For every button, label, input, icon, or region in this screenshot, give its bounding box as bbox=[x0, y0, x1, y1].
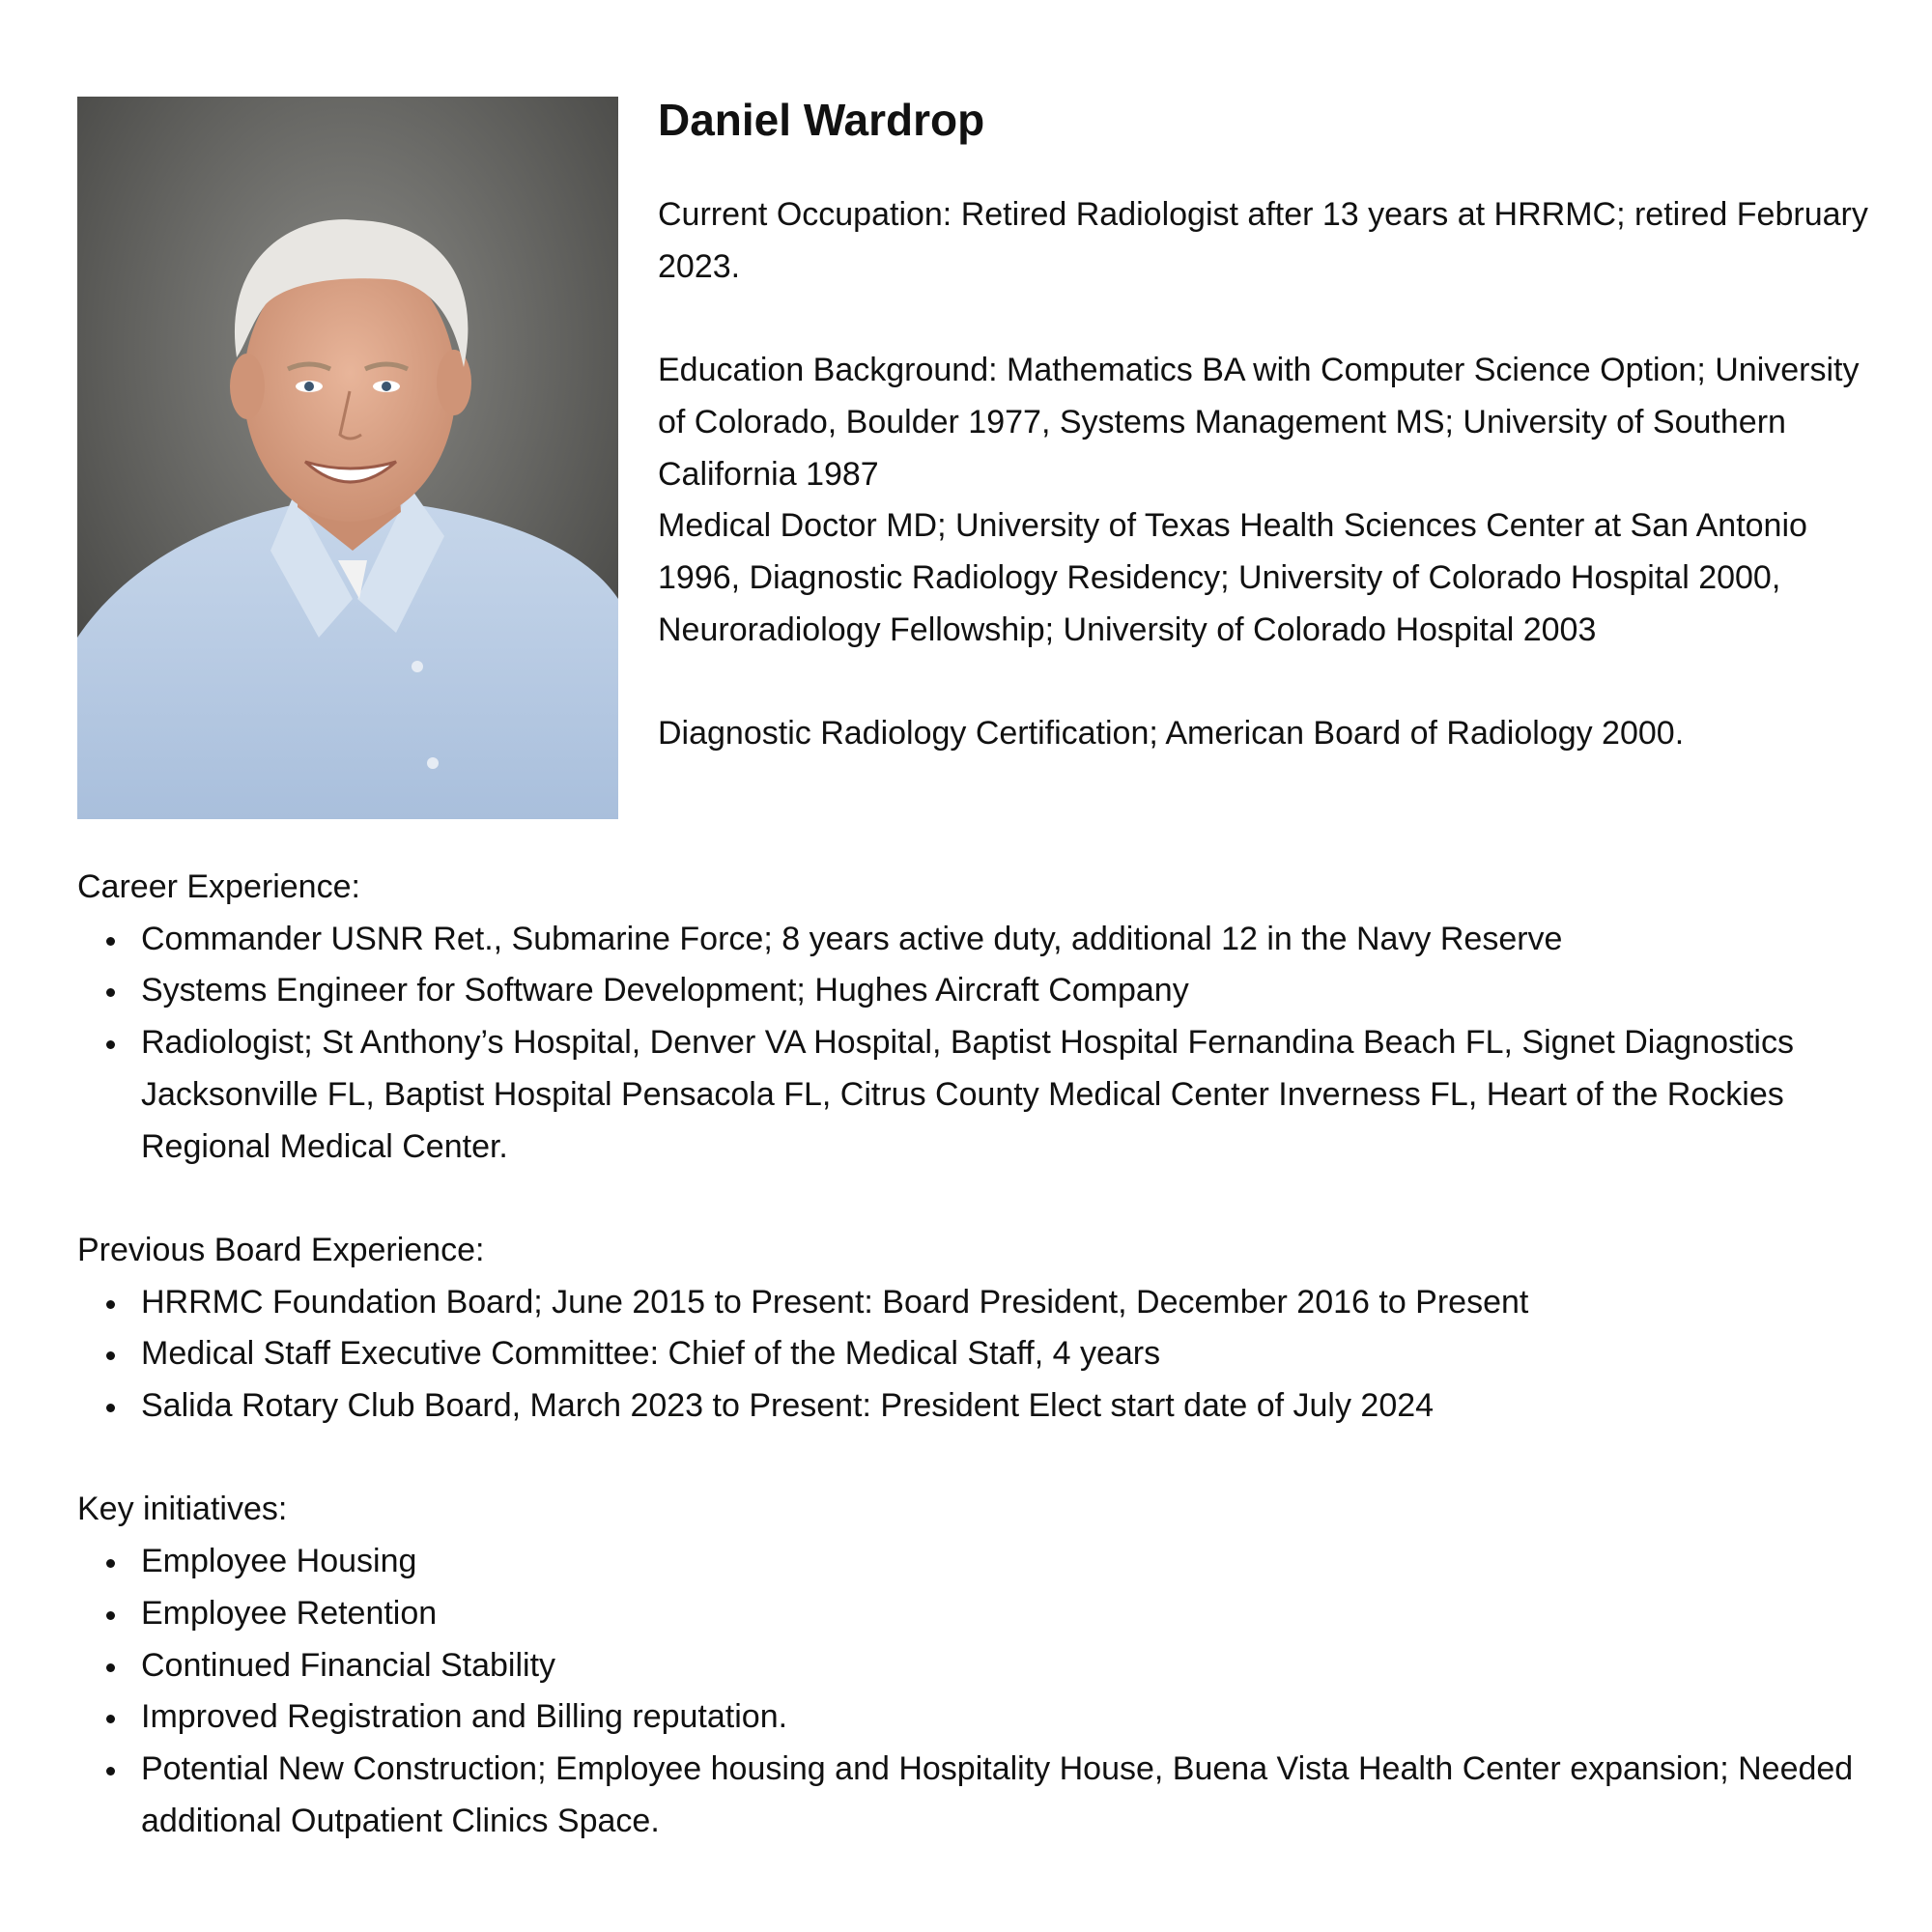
board-experience-label: Previous Board Experience: bbox=[77, 1231, 485, 1268]
key-initiatives-label: Key initiatives: bbox=[77, 1491, 288, 1528]
person-name: Daniel Wardrop bbox=[658, 95, 985, 145]
certification: Diagnostic Radiology Certification; American Board of Radiology 2000. bbox=[658, 715, 1685, 752]
current-occupation: Current Occupation: Retired Radiologist after 13 years at HRRMC; retired February 2023. bbox=[658, 196, 1868, 285]
list-item: Continued Financial Stability bbox=[141, 1640, 1893, 1692]
list-item: Salida Rotary Club Board, March 2023 to Present: President Elect start date of July 2024 bbox=[141, 1380, 1893, 1433]
board-experience-list bbox=[77, 1277, 1893, 1433]
list-item: Improved Registration and Billing reputation. bbox=[141, 1691, 1893, 1744]
list-item: Employee Retention bbox=[141, 1588, 1893, 1640]
header-column bbox=[658, 89, 1875, 760]
medical-education: Medical Doctor MD; University of Texas Health Sciences Center at San Antonio 1996, Diagnostic Radiology Residency; University of Colorado Hospital 2000, Neuroradiology Fellowship; University of Colorado Hospital 2003 bbox=[658, 507, 1807, 648]
list-item: HRRMC Foundation Board; June 2015 to Present: Board President, December 2016 to Present bbox=[141, 1277, 1893, 1329]
portrait-photo bbox=[77, 97, 618, 819]
list-item: Employee Housing bbox=[141, 1536, 1893, 1588]
list-item: Medical Staff Executive Committee: Chief of the Medical Staff, 4 years bbox=[141, 1328, 1893, 1380]
list-item: Potential New Construction; Employee housing and Hospitality House, Buena Vista Health Center expansion; Needed additional Outpatient Clinics Space. bbox=[141, 1744, 1893, 1847]
experience-sections bbox=[77, 862, 1893, 1847]
key-initiatives-list bbox=[77, 1536, 1893, 1847]
list-item: Commander USNR Ret., Submarine Force; 8 years active duty, additional 12 in the Navy Reserve bbox=[141, 914, 1893, 966]
education-background: Education Background: Mathematics BA with Computer Science Option; University of Colorado, Boulder 1977, Systems Management MS; University of Southern California 1987 bbox=[658, 352, 1860, 493]
portrait-icon bbox=[77, 97, 618, 819]
career-experience-list bbox=[77, 914, 1893, 1174]
list-item: Systems Engineer for Software Development; Hughes Aircraft Company bbox=[141, 965, 1893, 1017]
career-experience-label: Career Experience: bbox=[77, 868, 360, 905]
list-item: Radiologist; St Anthony’s Hospital, Denver VA Hospital, Baptist Hospital Fernandina Beach FL, Signet Diagnostics Jacksonville FL, Baptist Hospital Pensacola FL, Citrus County Medical Center Inverness FL, Heart of the Rockies Regional Medical Center. bbox=[141, 1017, 1893, 1173]
